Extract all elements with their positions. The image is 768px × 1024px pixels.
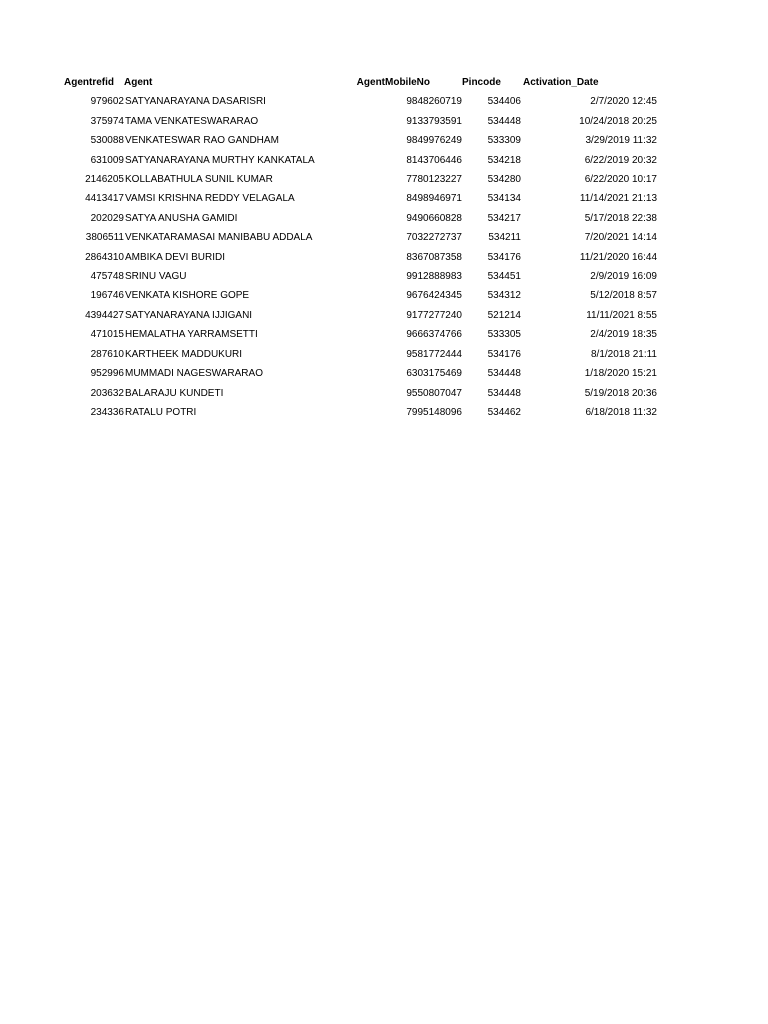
table-row [60, 403, 657, 422]
cell-activation-date: 6/22/2020 10:17 [584, 174, 657, 186]
cell-agentrefid: 952996 [90, 368, 124, 380]
cell-agent: SATYANARAYANA DASARISRI [125, 96, 266, 108]
cell-agent-mobile-no: 9490660828 [406, 212, 462, 224]
cell-pincode: 534134 [487, 193, 521, 205]
cell-activation-date: 6/18/2018 11:32 [585, 406, 657, 418]
cell-activation-date: 6/22/2019 20:32 [584, 154, 657, 166]
cell-activation-date: 2/7/2020 12:45 [590, 96, 657, 108]
table-row [60, 286, 657, 305]
cell-agentrefid: 475748 [90, 271, 124, 283]
cell-pincode: 521214 [487, 309, 521, 321]
table-row [60, 209, 657, 228]
cell-agent-mobile-no: 7032272737 [406, 232, 462, 244]
cell-agentrefid: 287610 [90, 348, 124, 360]
cell-agentrefid: 196746 [90, 290, 124, 302]
cell-agent: HEMALATHA YARRAMSETTI [125, 329, 258, 341]
table-row [60, 306, 657, 325]
header-activation-date: Activation_Date [523, 77, 599, 88]
header-agent: Agent [124, 77, 153, 88]
cell-pincode: 534218 [487, 154, 521, 166]
cell-agentrefid: 3806511 [85, 232, 124, 244]
cell-agentrefid: 2864310 [85, 251, 124, 263]
cell-pincode: 533305 [487, 329, 521, 341]
cell-activation-date: 5/19/2018 20:36 [584, 387, 657, 399]
cell-agentrefid: 4394427 [85, 309, 124, 321]
cell-agent: SATYA ANUSHA GAMIDI [125, 212, 238, 224]
table-row [60, 151, 657, 170]
cell-activation-date: 2/4/2019 18:35 [590, 329, 657, 341]
table-header-row [60, 73, 657, 92]
cell-agentrefid: 4413417 [85, 193, 124, 205]
cell-agent-mobile-no: 8367087358 [406, 251, 462, 263]
cell-agent: MUMMADI NAGESWARARAO [125, 368, 263, 380]
cell-pincode: 534176 [487, 251, 521, 263]
cell-agentrefid: 375974 [90, 115, 124, 127]
cell-activation-date: 11/14/2021 21:13 [579, 193, 657, 205]
cell-agent: TAMA VENKATESWARARAO [125, 115, 259, 127]
cell-agent-mobile-no: 9581772444 [406, 348, 462, 360]
cell-agent-mobile-no: 9133793591 [406, 115, 462, 127]
header-pincode: Pincode [462, 77, 501, 88]
cell-agent: VENKATESWAR RAO GANDHAM [125, 135, 279, 147]
cell-agentrefid: 202029 [90, 212, 124, 224]
cell-pincode: 534280 [487, 174, 521, 186]
cell-agent-mobile-no: 9666374766 [406, 329, 462, 341]
cell-agent: KARTHEEK MADDUKURI [125, 348, 243, 360]
cell-activation-date: 3/29/2019 11:32 [585, 135, 657, 147]
table-row [60, 228, 657, 247]
cell-activation-date: 8/1/2018 21:11 [591, 348, 657, 360]
cell-pincode: 534217 [487, 212, 521, 224]
agents-table [60, 73, 657, 422]
table-row [60, 112, 657, 131]
cell-agentrefid: 203632 [90, 387, 124, 399]
cell-activation-date: 2/9/2019 16:09 [590, 271, 657, 283]
cell-pincode: 534312 [487, 290, 521, 302]
cell-activation-date: 5/17/2018 22:38 [584, 212, 657, 224]
cell-pincode: 534462 [487, 406, 521, 418]
cell-agent-mobile-no: 9849976249 [406, 135, 462, 147]
table-row [60, 131, 657, 150]
cell-pincode: 534176 [487, 348, 521, 360]
cell-agent: SATYANARAYANA IJJIGANI [125, 309, 253, 321]
cell-activation-date: 5/12/2018 8:57 [590, 290, 657, 302]
cell-agent: RATALU POTRI [125, 406, 197, 418]
cell-agent-mobile-no: 7995148096 [406, 406, 462, 418]
cell-agent: VAMSI KRISHNA REDDY VELAGALA [125, 193, 295, 205]
cell-agent: BALARAJU KUNDETI [125, 387, 224, 399]
cell-agent-mobile-no: 8498946971 [406, 193, 462, 205]
cell-agent-mobile-no: 6303175469 [406, 368, 462, 380]
table-row [60, 267, 657, 286]
cell-agent-mobile-no: 9848260719 [406, 96, 462, 108]
cell-agent-mobile-no: 9550807047 [406, 387, 462, 399]
cell-agent-mobile-no: 9912888983 [406, 271, 462, 283]
cell-agent-mobile-no: 9676424345 [406, 290, 462, 302]
cell-agentrefid: 979602 [90, 96, 124, 108]
cell-agent: SATYANARAYANA MURTHY KANKATALA [125, 154, 315, 166]
cell-activation-date: 7/20/2021 14:14 [584, 232, 657, 244]
table-row [60, 364, 657, 383]
cell-pincode: 534406 [487, 96, 521, 108]
cell-agentrefid: 631009 [90, 154, 124, 166]
cell-agentrefid: 234336 [90, 406, 124, 418]
cell-agentrefid: 530088 [90, 135, 124, 147]
table-row [60, 189, 657, 208]
table-row [60, 248, 657, 267]
cell-agent: VENKATA KISHORE GOPE [125, 290, 250, 302]
cell-pincode: 534448 [487, 368, 521, 380]
table-row [60, 92, 657, 111]
table-row [60, 384, 657, 403]
cell-pincode: 534451 [487, 271, 521, 283]
cell-agent: KOLLABATHULA SUNIL KUMAR [125, 174, 273, 186]
cell-agent-mobile-no: 9177277240 [406, 309, 462, 321]
cell-activation-date: 11/21/2020 16:44 [579, 251, 657, 263]
table-row [60, 325, 657, 344]
header-agent-mobile-no: AgentMobileNo [356, 77, 430, 88]
header-agentrefid: Agentrefid [64, 77, 114, 88]
table-row [60, 170, 657, 189]
cell-agent: AMBIKA DEVI BURIDI [125, 251, 226, 263]
cell-agent-mobile-no: 7780123227 [406, 174, 462, 186]
table-body [60, 92, 657, 422]
cell-pincode: 533309 [487, 135, 521, 147]
cell-agentrefid: 2146205 [85, 174, 124, 186]
cell-pincode: 534448 [487, 387, 521, 399]
cell-activation-date: 11/11/2021 8:55 [586, 309, 657, 321]
cell-activation-date: 10/24/2018 20:25 [579, 115, 657, 127]
table-row [60, 345, 657, 364]
cell-agent: SRINU VAGU [125, 271, 187, 283]
cell-agentrefid: 471015 [90, 329, 124, 341]
cell-pincode: 534448 [487, 115, 521, 127]
cell-agent: VENKATARAMASAI MANIBABU ADDALA [125, 232, 313, 244]
cell-agent-mobile-no: 8143706446 [406, 154, 462, 166]
cell-activation-date: 1/18/2020 15:21 [584, 368, 657, 380]
cell-pincode: 534211 [488, 232, 521, 244]
